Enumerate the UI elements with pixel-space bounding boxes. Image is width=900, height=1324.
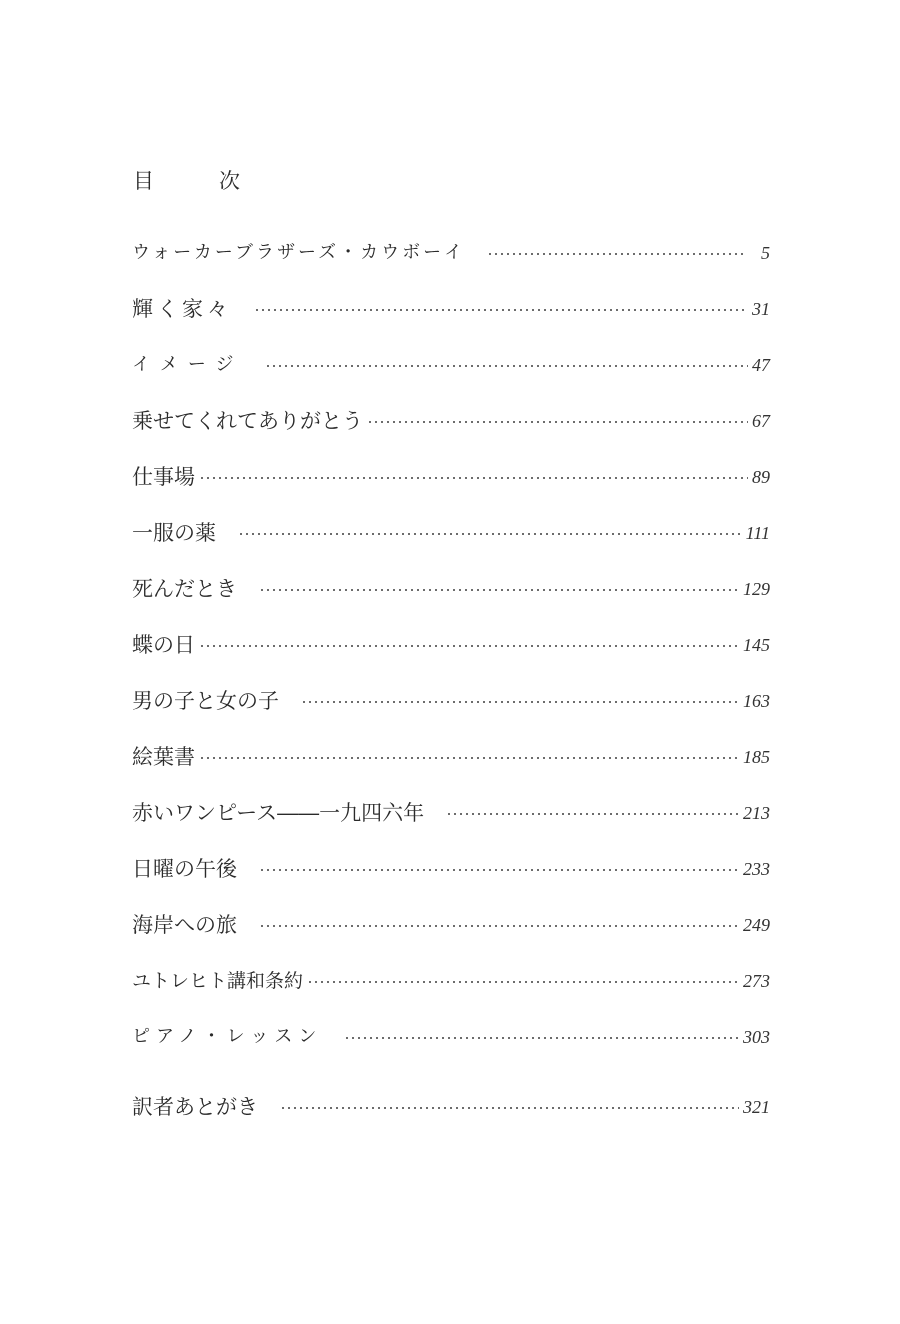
table-of-contents <box>132 0 772 1324</box>
toc-entry[interactable] <box>132 684 770 718</box>
dot-leader <box>259 869 739 871</box>
dot-leader <box>344 1037 739 1039</box>
toc-entry-afterword[interactable] <box>132 1090 770 1124</box>
toc-entry-title: ユトレヒト講和条約 <box>132 970 304 992</box>
toc-entry-page: 111 <box>745 523 770 543</box>
toc-entry[interactable] <box>132 348 770 382</box>
toc-entry[interactable] <box>132 628 770 662</box>
toc-entry[interactable] <box>132 852 770 886</box>
toc-entry-title: 仕事場 <box>132 465 195 489</box>
toc-entry-page: 89 <box>752 467 770 487</box>
toc-entry-page: 47 <box>752 355 770 375</box>
toc-entry[interactable] <box>132 292 770 326</box>
dot-leader <box>259 925 739 927</box>
toc-entry[interactable] <box>132 908 770 942</box>
toc-entry-title: ピアノ・レッスン <box>132 1026 323 1047</box>
toc-entry-page: 31 <box>752 299 770 319</box>
toc-entry-page: 145 <box>743 635 770 655</box>
dot-leader <box>301 701 739 703</box>
toc-entry[interactable] <box>132 460 770 494</box>
toc-entry-title: 蝶の日 <box>132 633 195 657</box>
dot-leader <box>367 421 748 423</box>
toc-entry-page: 233 <box>743 859 770 879</box>
dot-leader <box>238 533 742 535</box>
toc-entry[interactable] <box>132 572 770 606</box>
dot-leader <box>199 757 739 759</box>
toc-entry[interactable] <box>132 1020 770 1054</box>
toc-entry-title: 死んだとき <box>132 577 237 601</box>
dot-leader <box>254 309 748 311</box>
toc-entry-title: ウォーカーブラザーズ・カウボーイ <box>132 242 466 263</box>
toc-entry-title: 乗せてくれてありがとう <box>132 409 363 433</box>
toc-entry-title: イメージ <box>132 354 244 375</box>
toc-entry[interactable] <box>132 796 770 830</box>
toc-entry-page: 67 <box>752 411 770 431</box>
toc-entry-page: 321 <box>743 1097 770 1117</box>
toc-entry[interactable] <box>132 740 770 774</box>
toc-entry-title: 赤いワンピース――一九四六年 <box>132 801 425 825</box>
page-title: 目 次 <box>133 169 262 193</box>
dot-leader <box>259 589 739 591</box>
dot-leader <box>446 813 739 815</box>
dot-leader <box>265 365 748 367</box>
toc-entry[interactable] <box>132 236 770 270</box>
toc-entry[interactable] <box>132 404 770 438</box>
toc-entry-title: 一服の薬 <box>132 521 216 545</box>
dot-leader <box>487 253 747 255</box>
toc-entry-page: 163 <box>743 691 770 711</box>
toc-entry-page: 213 <box>743 803 770 823</box>
toc-entry-page: 249 <box>743 915 770 935</box>
toc-entry-title: 男の子と女の子 <box>132 689 279 713</box>
toc-entry[interactable] <box>132 964 770 998</box>
toc-entry-title: 輝く家々 <box>132 297 232 321</box>
toc-entry[interactable] <box>132 516 770 550</box>
dot-leader <box>280 1107 739 1109</box>
toc-entry-page: 129 <box>743 579 770 599</box>
toc-entry-title: 日曜の午後 <box>132 857 237 881</box>
dot-leader <box>199 477 748 479</box>
toc-entry-title: 海岸への旅 <box>132 913 237 937</box>
toc-entry-page: 185 <box>743 747 770 767</box>
toc-entry-page: 273 <box>743 971 770 991</box>
dot-leader <box>199 645 739 647</box>
toc-entry-title: 訳者あとがき <box>132 1095 258 1119</box>
toc-entry-page: 303 <box>743 1027 770 1047</box>
dot-leader <box>307 981 739 983</box>
toc-entry-page: 5 <box>761 243 770 263</box>
toc-entry-title: 絵葉書 <box>132 745 195 769</box>
